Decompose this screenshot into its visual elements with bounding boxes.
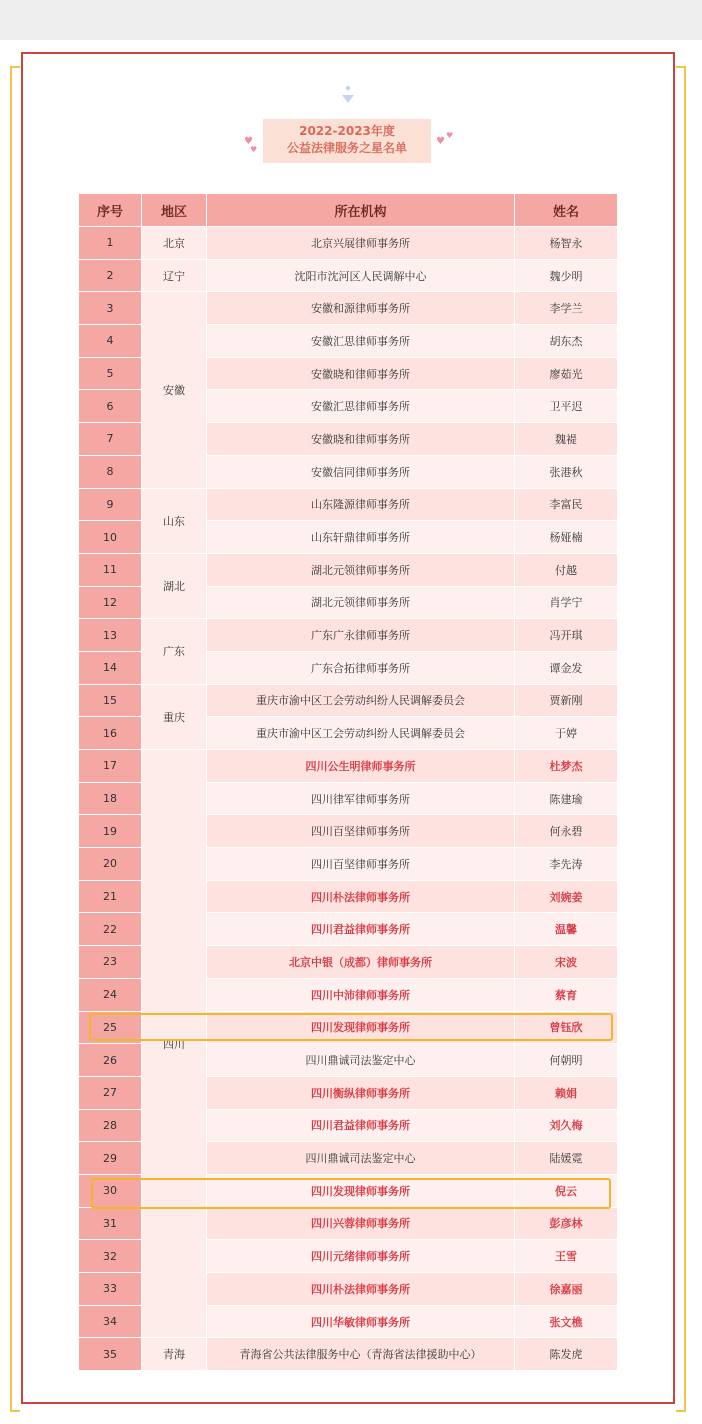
cell-index: 16: [79, 717, 142, 750]
cell-organization: 四川华敏律师事务所: [207, 1305, 515, 1338]
cell-index: 35: [79, 1338, 142, 1371]
header-organization: 所在机构: [207, 194, 515, 227]
header-index: 序号: [79, 194, 142, 227]
cell-organization: 湖北元领律师事务所: [207, 553, 515, 586]
cell-index: 10: [79, 521, 142, 554]
cell-name: 冯开琪: [515, 619, 618, 652]
cell-index: 2: [79, 259, 142, 292]
cell-index: 8: [79, 455, 142, 488]
cell-index: 27: [79, 1076, 142, 1109]
cell-name: 刘久梅: [515, 1109, 618, 1142]
cell-name: 曾钰欣: [515, 1011, 618, 1044]
cell-name: 李学兰: [515, 292, 618, 325]
cell-organization: 广东广永律师事务所: [207, 619, 515, 652]
cell-index: 12: [79, 586, 142, 619]
cell-name: 赖娟: [515, 1076, 618, 1109]
cell-name: 王雪: [515, 1240, 618, 1273]
chevron-down-icon: [342, 95, 354, 103]
cell-organization: 四川鼎诚司法鉴定中心: [207, 1142, 515, 1175]
cell-region: 北京: [142, 227, 207, 260]
cell-name: 彭彦林: [515, 1207, 618, 1240]
cell-organization: 沈阳市沈河区人民调解中心: [207, 259, 515, 292]
cell-name: 贾新刚: [515, 684, 618, 717]
cell-index: 6: [79, 390, 142, 423]
cell-organization: 安徽汇思律师事务所: [207, 390, 515, 423]
cell-index: 31: [79, 1207, 142, 1240]
cell-name: 陈发虎: [515, 1338, 618, 1371]
table-row: [79, 1338, 618, 1371]
gold-frame-corner: [676, 1410, 686, 1412]
cell-index: 34: [79, 1305, 142, 1338]
cell-name: 杨智永: [515, 227, 618, 260]
cell-organization: 四川律军律师事务所: [207, 782, 515, 815]
cell-index: 30: [79, 1174, 142, 1207]
cell-organization: 湖北元领律师事务所: [207, 586, 515, 619]
cell-organization: 四川朴法律师事务所: [207, 1273, 515, 1306]
cell-organization: 四川百坚律师事务所: [207, 815, 515, 848]
cell-organization: 四川兴蓉律师事务所: [207, 1207, 515, 1240]
gold-frame-corner: [676, 66, 686, 68]
cell-name: 杜梦杰: [515, 750, 618, 783]
cell-organization: 广东合拓律师事务所: [207, 651, 515, 684]
cell-index: 20: [79, 848, 142, 881]
title-line-2: 公益法律服务之星名单: [286, 141, 407, 155]
cell-organization: 四川君益律师事务所: [207, 1109, 515, 1142]
cell-organization: 重庆市渝中区工会劳动纠纷人民调解委员会: [207, 717, 515, 750]
cell-organization: 安徽汇思律师事务所: [207, 325, 515, 358]
cell-organization: 四川朴法律师事务所: [207, 880, 515, 913]
cell-name: 李先涛: [515, 848, 618, 881]
title-line-1: 2022-2023年度: [299, 124, 395, 138]
cell-name: 陈建瑜: [515, 782, 618, 815]
cell-organization: 四川元绪律师事务所: [207, 1240, 515, 1273]
cell-organization: 青海省公共法律服务中心（青海省法律援助中心）: [207, 1338, 515, 1371]
table-row: [79, 259, 618, 292]
cell-index: 25: [79, 1011, 142, 1044]
cell-name: 付越: [515, 553, 618, 586]
cell-name: 胡东杰: [515, 325, 618, 358]
cell-organization: 重庆市渝中区工会劳动纠纷人民调解委员会: [207, 684, 515, 717]
cell-name: 宋波: [515, 946, 618, 979]
cell-name: 何永碧: [515, 815, 618, 848]
top-band: [0, 0, 702, 40]
cell-index: 1: [79, 227, 142, 260]
cell-region: 辽宁: [142, 259, 207, 292]
table-row: [79, 292, 618, 325]
cell-name: 廖茹光: [515, 357, 618, 390]
cell-organization: 四川发现律师事务所: [207, 1011, 515, 1044]
cell-index: 22: [79, 913, 142, 946]
cell-name: 李富民: [515, 488, 618, 521]
cell-name: 谭金发: [515, 651, 618, 684]
cell-index: 4: [79, 325, 142, 358]
title-banner: [263, 119, 431, 163]
header-name: 姓名: [515, 194, 618, 227]
cell-index: 13: [79, 619, 142, 652]
highlight-box-row-30: [91, 1178, 611, 1209]
table-row: [79, 750, 618, 783]
cell-name: 张港秋: [515, 455, 618, 488]
cell-region: 重庆: [142, 684, 207, 749]
cell-name: 蔡育: [515, 978, 618, 1011]
cell-name: 徐嘉丽: [515, 1273, 618, 1306]
cell-index: 33: [79, 1273, 142, 1306]
cell-index: 18: [79, 782, 142, 815]
cell-region: 山东: [142, 488, 207, 553]
cell-name: 魏褆: [515, 423, 618, 456]
cell-name: 杨娅楠: [515, 521, 618, 554]
cell-index: 17: [79, 750, 142, 783]
cell-index: 3: [79, 292, 142, 325]
cell-region: 广东: [142, 619, 207, 684]
cell-index: 23: [79, 946, 142, 979]
cell-organization: 安徽信同律师事务所: [207, 455, 515, 488]
gold-frame-corner: [10, 1410, 20, 1412]
table-header-row: [79, 194, 618, 227]
cell-index: 21: [79, 880, 142, 913]
table-row: [79, 684, 618, 717]
cell-name: 温馨: [515, 913, 618, 946]
table-row: [79, 488, 618, 521]
cell-organization: 四川鼎诚司法鉴定中心: [207, 1044, 515, 1077]
cell-organization: 安徽和源律师事务所: [207, 292, 515, 325]
cell-organization: 四川百坚律师事务所: [207, 848, 515, 881]
cell-name: 倪云: [515, 1174, 618, 1207]
cell-index: 32: [79, 1240, 142, 1273]
cell-region: 湖北: [142, 553, 207, 618]
cell-name: 张文樵: [515, 1305, 618, 1338]
cell-organization: 四川发现律师事务所: [207, 1174, 515, 1207]
table-row: [79, 553, 618, 586]
header-region: 地区: [142, 194, 207, 227]
cell-organization: 北京兴展律师事务所: [207, 227, 515, 260]
cell-index: 14: [79, 651, 142, 684]
cell-index: 28: [79, 1109, 142, 1142]
cell-index: 11: [79, 553, 142, 586]
cell-index: 29: [79, 1142, 142, 1175]
cell-name: 于婷: [515, 717, 618, 750]
cell-region: 青海: [142, 1338, 207, 1371]
cell-index: 19: [79, 815, 142, 848]
cell-organization: 安徽晓和律师事务所: [207, 423, 515, 456]
cell-organization: 四川君益律师事务所: [207, 913, 515, 946]
cell-region: 安徽: [142, 292, 207, 488]
cell-name: 陆媛霓: [515, 1142, 618, 1175]
table-row: [79, 619, 618, 652]
gold-frame-corner: [10, 66, 20, 68]
cell-index: 9: [79, 488, 142, 521]
cell-index: 24: [79, 978, 142, 1011]
cell-name: 肖学宁: [515, 586, 618, 619]
cell-organization: 四川衡纵律师事务所: [207, 1076, 515, 1109]
cell-name: 卫平迟: [515, 390, 618, 423]
heart-icon: ♥: [244, 136, 253, 147]
heart-icon: ♥: [250, 145, 258, 154]
cell-region: 四川: [142, 750, 207, 1338]
cell-organization: 安徽晓和律师事务所: [207, 357, 515, 390]
cell-index: 15: [79, 684, 142, 717]
cell-organization: 北京中银（成都）律师事务所: [207, 946, 515, 979]
cell-organization: 山东隆源律师事务所: [207, 488, 515, 521]
heart-icon: ♥: [436, 136, 445, 147]
table-row: [79, 227, 618, 260]
cell-name: 魏少明: [515, 259, 618, 292]
cell-index: 7: [79, 423, 142, 456]
heart-icon: ♥: [446, 131, 454, 140]
cell-name: 刘婉姜: [515, 880, 618, 913]
highlight-box-row-25: [89, 1013, 613, 1041]
cell-organization: 四川公生明律师事务所: [207, 750, 515, 783]
cell-organization: 四川中沛律师事务所: [207, 978, 515, 1011]
cell-index: 5: [79, 357, 142, 390]
cell-organization: 山东轩鼎律师事务所: [207, 521, 515, 554]
cell-index: 26: [79, 1044, 142, 1077]
cell-name: 何朝明: [515, 1044, 618, 1077]
